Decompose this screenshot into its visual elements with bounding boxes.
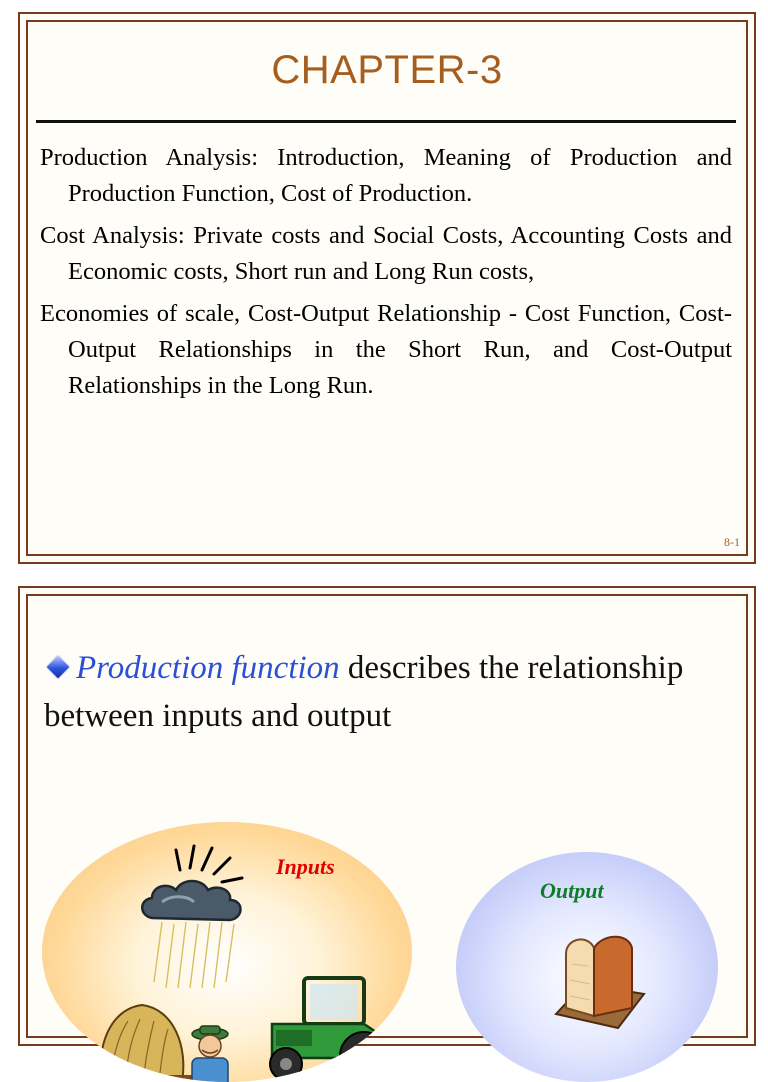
- slide-2: [18, 586, 756, 1046]
- storm-cloud-icon: [132, 842, 282, 992]
- bullet-emphasis: Production function: [76, 650, 340, 686]
- bullet-text: describes the relationship between inputs and output: [44, 650, 684, 734]
- paragraph-economies-of-scale: Economies of scale, Cost-Output Relationship - Cost Function, Cost-Output Relationships in the Short Run, and Cost-Output Relationships in the Long Run.: [40, 300, 732, 399]
- slide-title: CHAPTER-3: [271, 48, 503, 92]
- paragraph-production-analysis: Production Analysis: Introduction, Meaning of Production and Production Function, Cost of Production.: [40, 144, 732, 207]
- title-divider: [36, 120, 736, 123]
- hay-bale-icon: [92, 997, 192, 1082]
- farmer-icon: [180, 1022, 240, 1082]
- diamond-bullet-icon: [47, 656, 70, 679]
- slide-body: [40, 140, 732, 410]
- page-number: 8-1: [724, 535, 740, 549]
- bread-loaf-icon: [548, 924, 648, 1034]
- inputs-label: Inputs: [276, 854, 335, 879]
- bullet-point: [44, 644, 734, 740]
- tractor-icon: [252, 972, 402, 1082]
- inputs-bubble: [42, 822, 412, 1082]
- paragraph-cost-analysis: Cost Analysis: Private costs and Social Costs, Accounting Costs and Economic costs, Short run and Long Run costs,: [40, 222, 732, 285]
- output-label: Output: [540, 878, 604, 903]
- slide-1: [18, 12, 756, 564]
